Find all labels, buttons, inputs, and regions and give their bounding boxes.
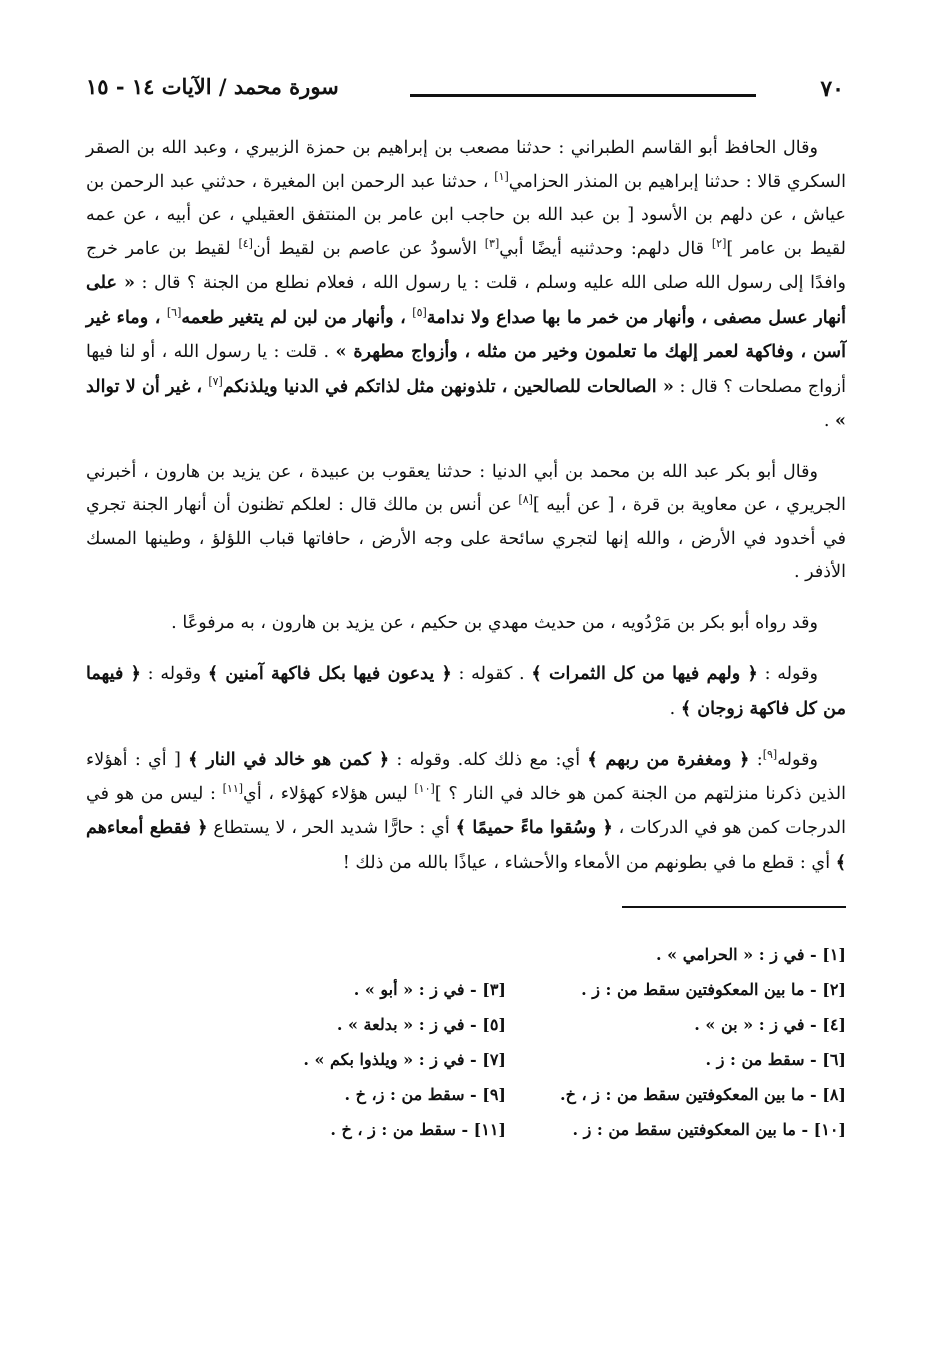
- quoted-text: ، وماء غير آسن ، وفاكهة لعمر إلهك ما تعلمون وخير من مثله ، وأزواج مطهرة »: [86, 306, 846, 362]
- text-segment: . قلت : يا رسول الله ، أو لنا فيها أزواج مصلحات ؟ قال :: [86, 342, 846, 397]
- footnote: [٦] - سقط من : ز .: [705, 1050, 846, 1069]
- text-segment: وقوله :: [757, 664, 819, 684]
- text-segment: وقال الحافظ أبو القاسم الطبراني : حدثنا مصعب بن إبراهيم بن حمزة الزبيري ، وعبد الله بن الصقر السكري قالا : حدثنا إبراهيم بن المنذر الحزامي: [86, 138, 846, 192]
- text-segment: ، حدثنا عبد الرحمن ابن المغيرة ، حدثني عبد الرحمن بن عياش ، عن دلهم بن الأسود [ بن عبد الله بن حاجب ابن عامر بن المنتفق العقيلي ، عن أبيه ، عن عمه لقيط بن عامر ]: [86, 171, 846, 259]
- text-segment: عن أنس بن مالك قال : لعلكم تظنون أن أنهار الجنة تجري في أخدود في الأرض ، والله إنها لتجري سائحة على وجه الأرض ، حافاتها قباب اللؤلؤ ، وطينها المسك الأذفر .: [86, 495, 846, 582]
- text-segment: وقوله :: [140, 664, 208, 684]
- header-rule: [410, 94, 756, 97]
- footnote-marker: [٩]: [762, 748, 778, 762]
- footnote: [٥] - في ز : « بدلعة » .: [336, 1015, 506, 1034]
- footnote-marker: [١١]: [222, 781, 244, 795]
- footnote-marker: [١]: [494, 169, 509, 183]
- page-number: ٧٠: [820, 76, 844, 102]
- paragraph: [86, 607, 846, 641]
- paragraph: [86, 657, 846, 726]
- running-title: سورة محمد / الآيات ١٤ - ١٥: [86, 74, 339, 99]
- text-segment: :: [749, 750, 763, 770]
- footnote-marker: [٢]: [711, 236, 727, 250]
- paragraph: [86, 132, 846, 439]
- quoted-text: ﴿ ولهم فيها من كل الثمرات ﴾: [531, 663, 758, 684]
- text-segment: [ أي : أهؤلاء الذين ذكرنا منزلتهم من الجنة كمن هو خالد في النار ؟ ]: [86, 750, 846, 804]
- page-header: [86, 72, 846, 116]
- footnote-marker: [٧]: [208, 374, 223, 388]
- text-segment: قال دلهم: وحدثنيه أيضًا أبي: [499, 238, 712, 259]
- text-segment: وقوله: [777, 750, 818, 770]
- text-segment: وقال أبو بكر عبد الله بن محمد بن أبي الدنيا : حدثنا يعقوب بن عبيدة ، عن يزيد بن هارون ، أخبرني الجريري ، عن معاوية بن قرة ، [ عن أبيه ]: [86, 461, 846, 515]
- text-segment: أي : حارًّا شديد الحر ، لا يستطاع: [207, 818, 456, 838]
- footnote: [١١] - سقط من : ز ، خ .: [330, 1120, 506, 1139]
- footnote: [٨] - ما بين المعكوفتين سقط من : ز ، خ.: [560, 1085, 846, 1104]
- quoted-text: ﴿ يدعون فيها بكل فاكهة آمنين ﴾: [207, 663, 452, 684]
- text-segment: لقيط بن عامر خرج وافدًا إلى رسول الله صلى الله عليه وسلم ، قلت : يا رسول الله ، فعلام نطلع من الجنة ؟ قال :: [86, 238, 846, 293]
- footnote: [٩] - سقط من : ز، خ .: [344, 1085, 506, 1104]
- text-segment: أي: مع ذلك كله. وقوله :: [389, 750, 588, 770]
- quoted-text: ﴿ فقطع أمعاءهم ﴾: [86, 817, 846, 873]
- footnote-marker: [٨]: [518, 493, 533, 507]
- footnote: [١] - في ز : « الحرامي » .: [656, 945, 846, 964]
- footnote: [٢] - ما بين المعكوفتين سقط من : ز .: [581, 980, 846, 999]
- text-segment: وقد رواه أبو بكر بن مَرْدُويه ، من حديث مهدي بن حكيم ، عن يزيد بن هارون ، به مرفوعًا .: [171, 612, 818, 633]
- quoted-text: ﴿ وسُقوا ماءً حميمًا ﴾: [455, 817, 613, 838]
- text-segment: . كقوله :: [451, 664, 532, 684]
- footnote-marker: [٦]: [166, 305, 182, 319]
- paragraph: [86, 743, 846, 880]
- footnote: [٤] - في ز : « بن » .: [694, 1015, 846, 1034]
- footnote-marker: [٤]: [238, 236, 253, 250]
- quoted-text: ﴿ كمن هو خالد في النار ﴾: [188, 749, 390, 770]
- footnote: [٧] - في ز : « ويلذوا بكم » .: [303, 1050, 506, 1069]
- text-segment: .: [669, 698, 681, 719]
- paragraph: [86, 456, 846, 590]
- quoted-text: ، غير أن لا توالد »: [86, 375, 846, 431]
- footnote-marker: [١٠]: [414, 781, 435, 795]
- quoted-text: « الصالحات للصالحين ، تلذونهن مثل لذاتكم في الدنيا ويلذنكم: [222, 375, 674, 397]
- text-segment: أي : قطع ما في بطونهم من الأمعاء والأحشاء ، عياذًا بالله من ذلك !: [342, 852, 836, 873]
- footnote-marker: [٣]: [484, 236, 500, 250]
- footnote-marker: [٥]: [412, 305, 427, 319]
- main-text: [86, 132, 846, 880]
- footnote-separator: [622, 906, 846, 908]
- footnote: [٣] - في ز : « أبو » .: [353, 980, 506, 999]
- text-segment: .: [823, 411, 835, 431]
- footnote: [١٠] - ما بين المعكوفتين سقط من : ز .: [572, 1120, 846, 1139]
- footnotes: [86, 938, 846, 1146]
- quoted-text: ﴿ فيهما من كل فاكهة زوجان ﴾: [86, 663, 846, 719]
- text-segment: ليس هؤلاء كهؤلاء ، أي: [243, 783, 415, 804]
- text-segment: : ليس من هو في الدرجات كمن هو في الدركات ،: [86, 783, 846, 838]
- text-segment: الأسودُ عن عاصم بن لقيط أن: [252, 238, 485, 259]
- quoted-text: « على أنهار عسل مصفى ، وأنهار من خمر ما بها صداع ولا ندامة: [86, 272, 847, 328]
- quoted-text: ﴿ ومغفرة من ربهم ﴾: [587, 749, 750, 770]
- quoted-text: ، وأنهار من لبن لم يتغير طعمه: [181, 306, 413, 328]
